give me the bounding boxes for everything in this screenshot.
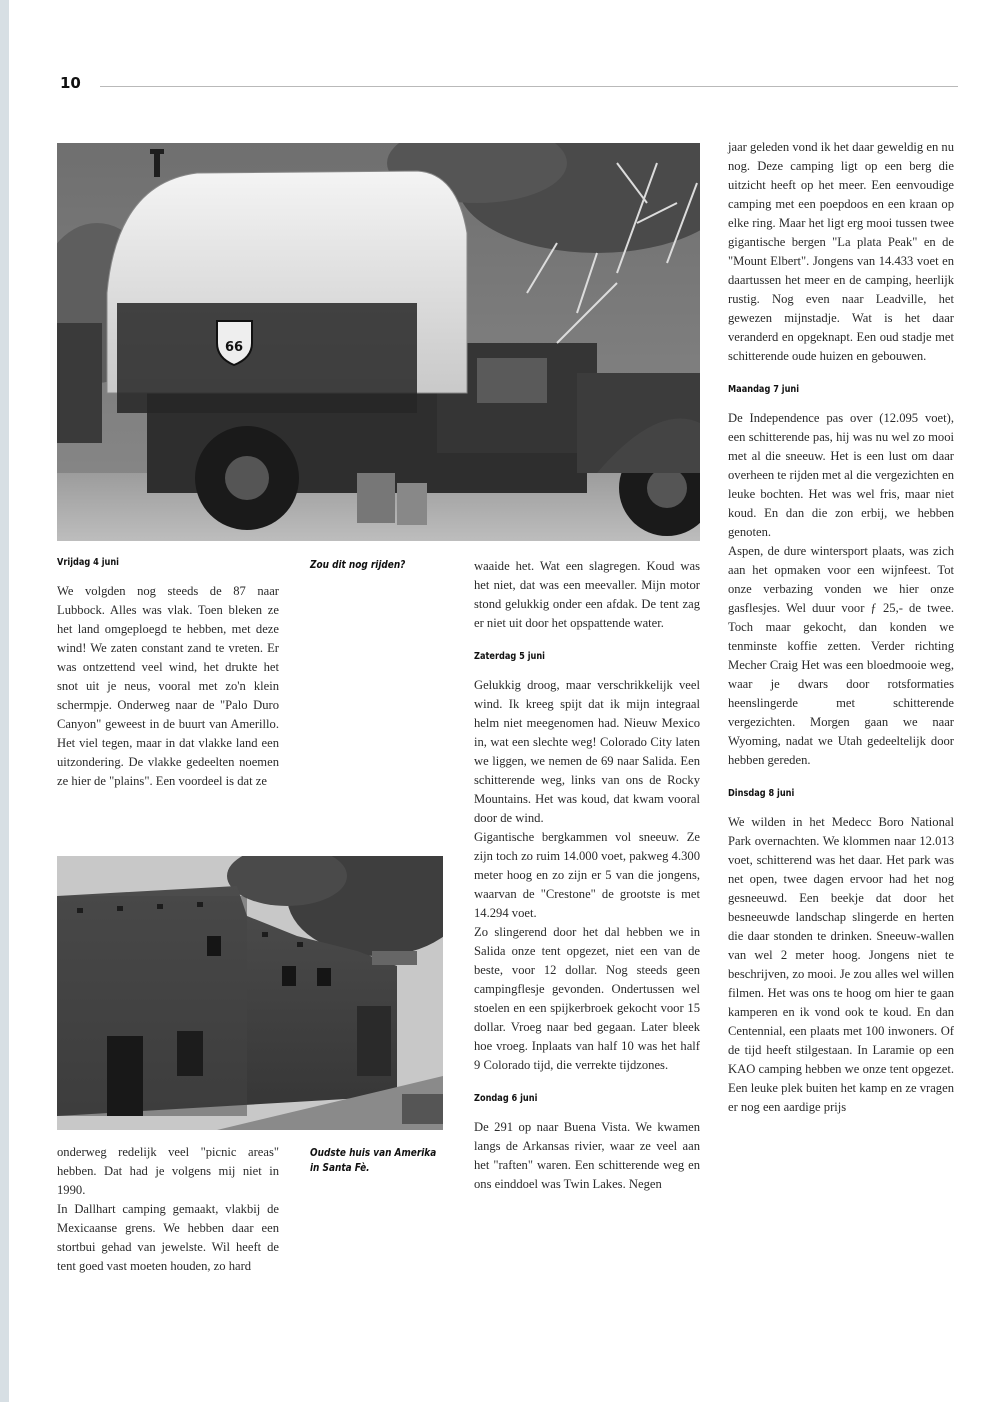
column-3 [728,138,954,1117]
truck-photo [57,143,700,541]
day-header: Zaterdag 5 juni [474,651,545,662]
adobe-house-photo [57,856,443,1130]
day-header: Zondag 6 juni [474,1093,538,1104]
column-1-top [57,553,279,791]
body-paragraph: Gelukkig droog, maar verschrikkelijk veel wind. Ik kreeg spijt dat ik mijn integraal helm niet meegenomen had. Nieuw Mexico in, wat een slechte weg! Colorado City laten we liggen, we nemen de 69 naar Salida. Een schitterende weg, links van ons de Rocky Mountains. Het was koud, dat kwam vooral door de wind. [474,678,700,825]
body-paragraph: Aspen, de dure wintersport plaats, was zich aan het opmaken voor een wijnfeest. Tot onze verbazing vonden we hier onze gasflesjes. Wel duur voor ƒ 25,- de twee. Toch maar gekocht, dan konden we tenminste koffie zetten. Verder richting Mecher Craig Het was een bloedmooie weg, waar je dwars door rotsformaties heenslingerde met schitterende vergezichten. Morgen gaan we naar Wyoming, nadat we Utah gedeeltelijk door hebben gereden. [728,544,954,767]
day-header: Dinsdag 8 juni [728,788,795,799]
house-caption: Oudste huis van Amerika in Santa Fè. [310,1147,437,1174]
body-paragraph: waaide het. Wat een slagregen. Koud was het niet, dat was een meevaller. Mijn motor stond gelukkig onder een afdak. De tent zag er niet uit door het opspattende water. [474,559,700,630]
body-paragraph: We volgden nog steeds de 87 naar Lubbock. Alles was vlak. Toen bleken ze het land omgeploegd te hebben, met deze wind! We zaten constant zand te vreten. Er was ontzettend veel wind, het drukte het snot uit je neus, vooral met zo'n klein schermpje. Onderweg naar de "Palo Duro Canyon" geweest in de buurt van Amerillo. Het viel tegen, maar in dat vlakke land een uitzondering. De vlakke gedeelten noemen ze hier de "plains". Een voordeel is dat ze [57,584,279,788]
day-header: Vrijdag 4 juni [57,557,119,568]
day-header: Maandag 7 juni [728,384,800,395]
body-paragraph: In Dallhart camping gemaakt, vlakbij de Mexicaanse grens. We hebben daar een stortbui gehad van jewelste. Wil heeft de tent goed vast moeten houden, zo hard [57,1202,279,1273]
body-paragraph: We wilden in het Medecc Boro National Park overnachten. We klommen naar 12.013 voet, schitterend was het daar. Het park was net open, twee dagen ervoor had het nog gesneeuwd. Een beekje dat door het besneeuwde landschap slingerde en herten die daar stonden te drinken. Sneeuw-wallen van wel 2 meter hoog. Jongens niet te beschrijven, zo mooi. Je zou alles wel willen filmen. Het was ons te hoog om hier te gaan kamperen en ik vond ook te koud. En dan Centennial, een plaats met 100 inwoners. Of de tijd heeft stilgestaan. In Laramie op een KAO camping hebben we onze tent opgezet. Een leuke plek buiten het kamp en ze vragen er nog een aardige prijs [728,815,954,1114]
body-paragraph: Zo slingerend door het dal hebben we in Salida onze tent opgezet, niet een van de beste, voor 12 dollar. Nog steeds geen campingflesje gevonden. Ondertussen wel stoelen en een spijkerbroek gekocht voor 15 dollar. Vroeg naar bed gegaan. Later bleek hoe vroeg. Inplaats van half 10 was het half 9 Colorado tijd, die verrekte tijdzones. [474,925,700,1072]
body-paragraph: jaar geleden vond ik het daar geweldig en nu nog. Deze camping ligt op een berg die uitzicht heeft op het meer. Een eenvoudige camping met een poepdoos en een kraan op elke ring. Maar het ligt erg mooi tussen twee gigantische bergen "La plata Peak" en de "Mount Elbert". Jongens van 14.433 voet en daartussen het meer en de camping, heerlijk rustig. Nog even naar Leadville, het gewezen mijnstadje. Wat is het daar veranderd en opgeknapt. Een oud stadje met schitterende oude huizen en gebouwen. [728,140,954,363]
route-66-sign: 66 [224,340,244,355]
body-paragraph: De 291 op naar Buena Vista. We kwamen langs de Arkansas rivier, waar ze veel aan het "raften" waren. Een schitterende weg en ons einddoel was Twin Lakes. Negen [474,1120,700,1191]
truck-caption: Zou dit nog rijden? [310,559,406,571]
body-paragraph: onderweg redelijk veel "picnic areas" hebben. Dat had je volgens mij niet in 1990. [57,1145,279,1197]
page-number: 10 [60,74,81,92]
body-paragraph: De Independence pas over (12.095 voet), een schitterende pas, hij was nu wel zo mooi met al die sneeuw. Het is een lust om daar overheen te rijden met al die vergezichten en leuke bochten. Het was wel fris, maar niet koud. En dan die zon erbij, we hebben genoten. [728,411,954,539]
column-1-bottom [57,1143,279,1276]
page-edge-strip [0,0,9,1402]
column-2 [474,557,700,1194]
body-paragraph: Gigantische bergkammen vol sneeuw. Ze zijn toch zo ruim 14.000 voet, pakweg 4.300 meter hoog en zo zijn er 5 van die jongens, waarvan de "Crestone" de grootste is met 14.294 voet. [474,830,700,920]
header-rule [100,86,958,87]
